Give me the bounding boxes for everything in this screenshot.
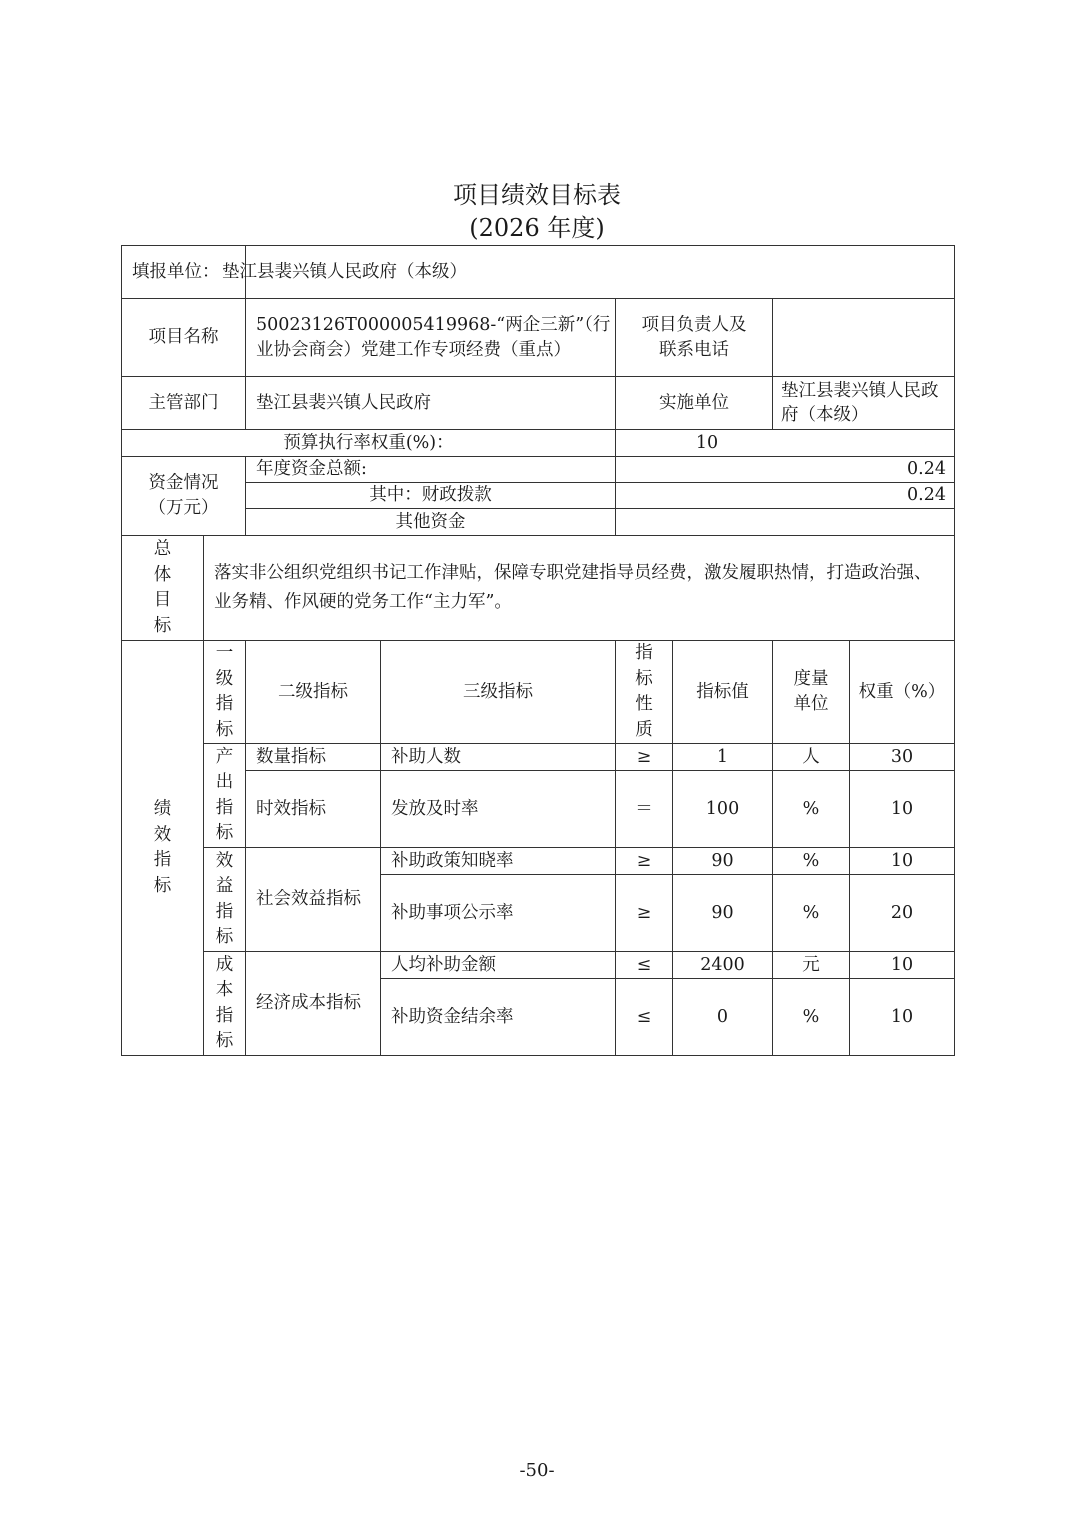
level1-cell: 产出指标 (204, 744, 246, 848)
weight-cell: 30 (850, 744, 955, 771)
value-cell: 1 (673, 744, 773, 771)
weight-cell: 20 (850, 875, 955, 952)
funds-total-label: 年度资金总额: (246, 457, 616, 483)
header-unit: 度量单位 (773, 641, 850, 744)
funds-other-value (616, 509, 955, 536)
nature-cell: ≥ (616, 875, 673, 952)
funds-total-value: 0.24 (616, 457, 955, 483)
table-row (122, 848, 955, 875)
page-number: -50- (519, 1460, 555, 1481)
value-cell: 100 (673, 771, 773, 848)
level2-cell: 经济成本指标 (246, 952, 381, 1056)
weight-cell: 10 (850, 952, 955, 979)
level2-cell: 数量指标 (246, 744, 381, 771)
reporting-unit-value: 垫江县裴兴镇人民政府（本级） (214, 246, 923, 299)
table-row (122, 771, 955, 848)
table-row (122, 952, 955, 979)
level1-cell: 成本指标 (204, 952, 246, 1056)
table-row (122, 744, 955, 771)
level3-cell: 补助事项公示率 (381, 875, 616, 952)
goal-value: 落实非公组织党组织书记工作津贴，保障专职党建指导员经费，激发履职热情，打造政治强、业务精、作风硬的党务工作“主力军”。 (204, 536, 955, 641)
performance-table (121, 245, 955, 1056)
level1-cell: 效益指标 (204, 848, 246, 952)
project-leader-label: 项目负责人及联系电话 (616, 299, 773, 377)
header-level2: 二级指标 (246, 641, 381, 744)
funds-fiscal-label: 其中：财政拨款 (246, 483, 616, 509)
level3-cell: 补助资金结余率 (381, 979, 616, 1056)
value-cell: 90 (673, 848, 773, 875)
budget-rate-value: 10 (616, 430, 955, 457)
project-leader-value (773, 299, 955, 377)
unit-cell: % (773, 771, 850, 848)
goal-label: 总体目标 (122, 536, 204, 641)
level2-cell: 时效指标 (246, 771, 381, 848)
funds-label: 资金情况（万元） (122, 457, 246, 536)
value-cell: 90 (673, 875, 773, 952)
level2-cell: 社会效益指标 (246, 848, 381, 952)
header-value: 指标值 (673, 641, 773, 744)
impl-unit-value: 垫江县裴兴镇人民政府（本级） (773, 377, 955, 430)
header-level3: 三级指标 (381, 641, 616, 744)
reporting-unit-label: 填报单位： (122, 246, 246, 299)
perf-label: 绩效指标 (122, 641, 204, 1056)
funds-other-label: 其他资金 (246, 509, 616, 536)
unit-cell: % (773, 979, 850, 1056)
funds-fiscal-value: 0.24 (616, 483, 955, 509)
nature-cell: ≥ (616, 848, 673, 875)
value-cell: 2400 (673, 952, 773, 979)
weight-cell: 10 (850, 771, 955, 848)
page-subtitle: (2026 年度) (469, 214, 605, 242)
weight-cell: 10 (850, 979, 955, 1056)
unit-cell: 元 (773, 952, 850, 979)
page-title: 项目绩效目标表 (453, 181, 621, 209)
nature-cell: ＝ (616, 771, 673, 848)
dept-value: 垫江县裴兴镇人民政府 (246, 377, 616, 430)
project-name-label: 项目名称 (122, 299, 246, 377)
header-level1: 一级指标 (204, 641, 246, 744)
budget-rate-label: 预算执行率权重(%)： (122, 430, 616, 457)
level3-cell: 发放及时率 (381, 771, 616, 848)
nature-cell: ≥ (616, 744, 673, 771)
level3-cell: 人均补助金额 (381, 952, 616, 979)
unit-cell: % (773, 848, 850, 875)
nature-cell: ≤ (616, 952, 673, 979)
value-cell: 0 (673, 979, 773, 1056)
unit-cell: % (773, 875, 850, 952)
header-weight: 权重（%） (850, 641, 955, 744)
level3-cell: 补助政策知晓率 (381, 848, 616, 875)
dept-label: 主管部门 (122, 377, 246, 430)
header-nature: 指标性质 (616, 641, 673, 744)
level3-cell: 补助人数 (381, 744, 616, 771)
impl-unit-label: 实施单位 (616, 377, 773, 430)
nature-cell: ≤ (616, 979, 673, 1056)
weight-cell: 10 (850, 848, 955, 875)
project-name-value: 50023126T000005419968-“两企三新”（行业协会商会）党建工作专项经费（重点） (246, 299, 616, 377)
unit-cell: 人 (773, 744, 850, 771)
